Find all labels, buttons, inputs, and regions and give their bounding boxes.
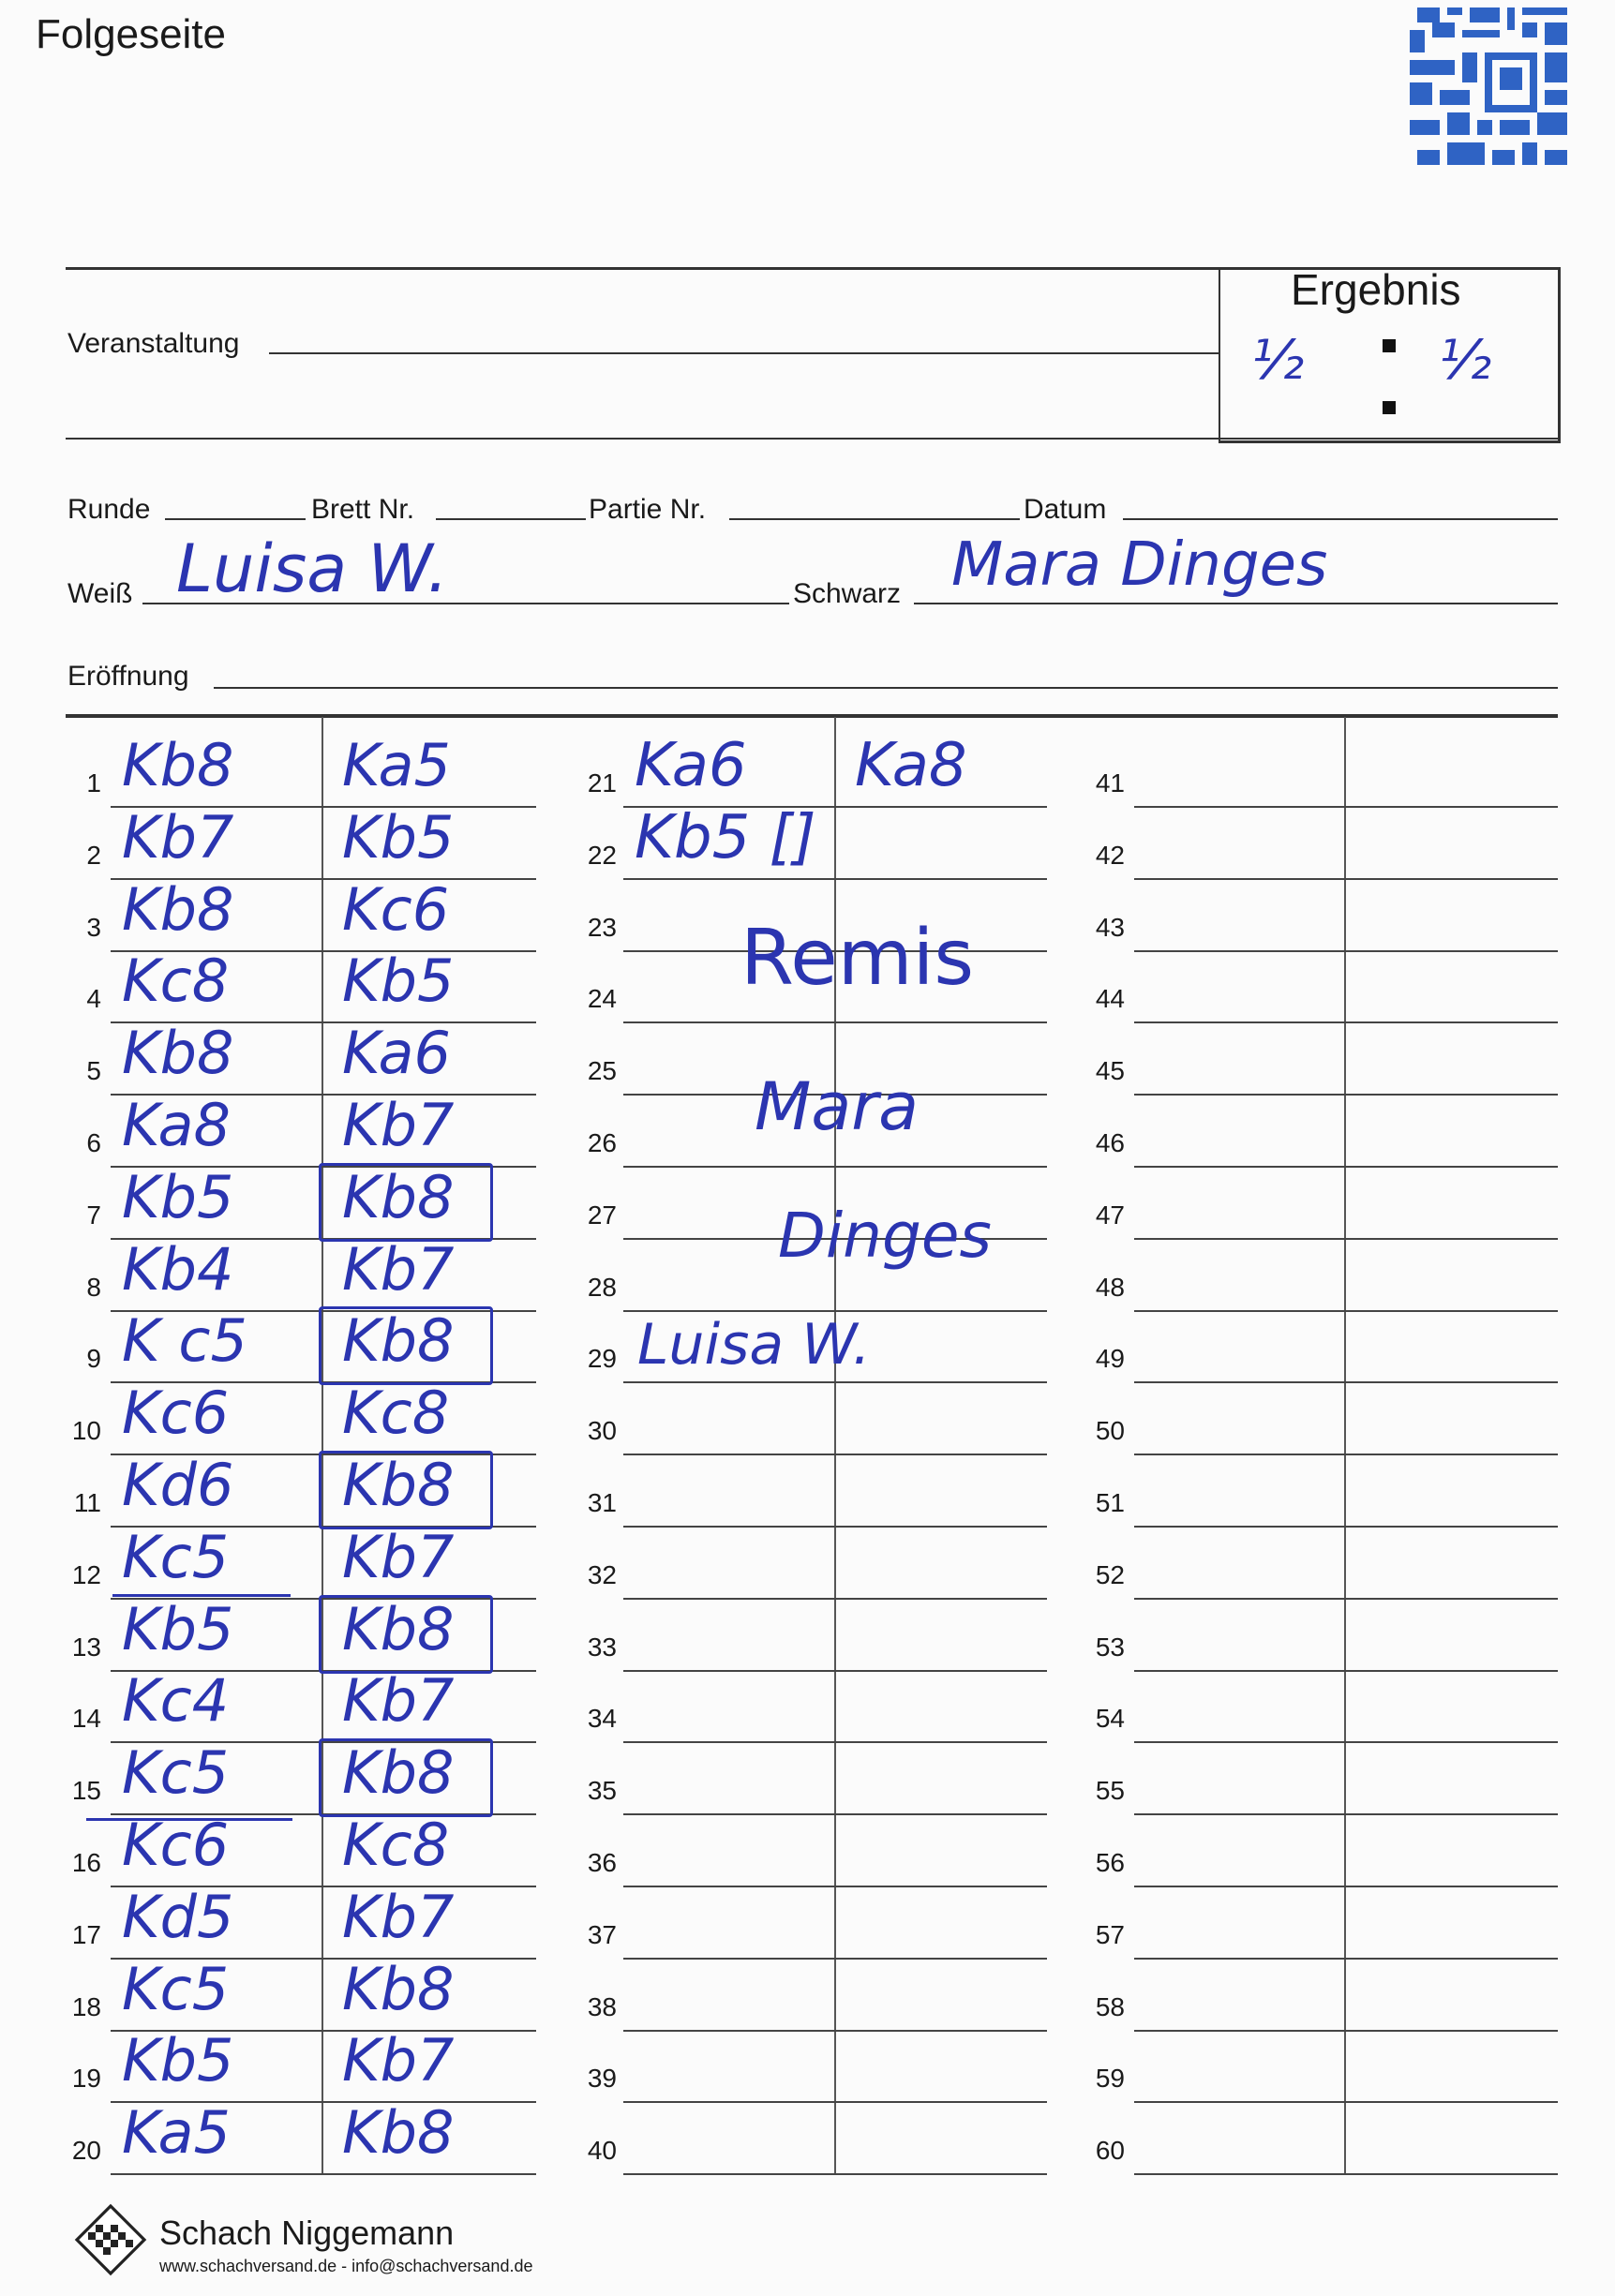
move-row-line <box>623 1454 1047 1455</box>
black-move: Kb7 <box>342 2026 455 2095</box>
move-row-line <box>1134 1166 1558 1168</box>
move-number: 53 <box>1095 1632 1125 1662</box>
black-move: Kb8 <box>342 1738 455 1808</box>
black-move: Kb8 <box>342 1594 455 1663</box>
move-number: 1 <box>86 768 101 798</box>
move-row-line <box>623 2030 1047 2032</box>
veranstaltung-line <box>269 352 1219 354</box>
move-row-line <box>1134 2101 1558 2103</box>
move-number: 10 <box>71 1416 101 1446</box>
move-number: 33 <box>587 1632 617 1662</box>
move-number: 48 <box>1095 1272 1125 1302</box>
move-highlight-box <box>319 1738 493 1817</box>
move-number: 47 <box>1095 1200 1125 1230</box>
schwarz-line <box>914 603 1558 604</box>
black-move: Kb7 <box>342 1522 455 1591</box>
black-move: Kb8 <box>342 2098 455 2168</box>
datum-line <box>1123 518 1558 520</box>
move-number: 45 <box>1095 1056 1125 1086</box>
move-number: 2 <box>86 840 101 870</box>
column-separator <box>322 717 323 2173</box>
partie-label: Partie Nr. <box>589 494 707 525</box>
white-move: Kc5 <box>122 1738 230 1808</box>
move-row-line <box>1134 2173 1558 2175</box>
move-number: 24 <box>587 984 617 1014</box>
move-number: 35 <box>587 1776 617 1806</box>
move-number: 14 <box>71 1704 101 1734</box>
move-row-line <box>1134 1886 1558 1887</box>
white-move: Kb5 <box>122 2026 234 2095</box>
black-move: Kc8 <box>342 1811 450 1879</box>
move-row-line <box>623 1526 1047 1528</box>
white-move: Kb7 <box>122 802 234 872</box>
partie-line <box>729 518 1020 520</box>
eroeffnung-line <box>214 687 1558 689</box>
black-move: Kb7 <box>342 1666 455 1736</box>
move-number: 57 <box>1095 1919 1125 1949</box>
white-move: Kc6 <box>122 1379 230 1448</box>
move-number: 30 <box>587 1416 617 1446</box>
footer-contact: www.schachversand.de - info@schachversand.de <box>159 2257 533 2275</box>
black-move: Kb5 <box>342 947 455 1016</box>
move-number: 19 <box>71 2064 101 2094</box>
move-ink-underline <box>112 1594 291 1597</box>
move-number: 16 <box>71 1848 101 1877</box>
move-number: 32 <box>587 1559 617 1589</box>
move-highlight-box <box>319 1451 493 1529</box>
black-move: Kb8 <box>342 1306 455 1376</box>
move-row-line <box>623 1021 1047 1023</box>
move-row-line <box>623 1741 1047 1743</box>
white-move: Ka5 <box>122 2098 231 2168</box>
weiss-name: Luisa W. <box>176 530 449 607</box>
schwarz-label: Schwarz <box>793 578 902 609</box>
result-word: Remis <box>740 914 975 1003</box>
move-number: 8 <box>86 1272 101 1302</box>
eroeffnung-label: Eröffnung <box>67 661 189 692</box>
move-number: 13 <box>71 1632 101 1662</box>
black-move: Kb7 <box>342 1091 455 1159</box>
black-move: Kb8 <box>342 1162 455 1231</box>
move-number: 42 <box>1095 840 1125 870</box>
move-row-line <box>1134 1381 1558 1383</box>
move-number: 55 <box>1095 1776 1125 1806</box>
move-number: 60 <box>1095 2136 1125 2166</box>
move-number: 39 <box>587 2064 617 2094</box>
white-move: Kb8 <box>122 1019 234 1088</box>
runde-line <box>165 518 306 520</box>
move-row-line <box>623 2101 1047 2103</box>
move-number: 59 <box>1095 2064 1125 2094</box>
white-move: Kb5 <box>122 1594 234 1663</box>
white-move: Kb4 <box>122 1234 234 1304</box>
chess-board-logo-icon <box>73 2202 148 2277</box>
white-move: Kc8 <box>122 947 230 1016</box>
page-title: Folgeseite <box>36 11 227 57</box>
black-move: Kb5 <box>342 802 455 872</box>
move-number: 44 <box>1095 984 1125 1014</box>
move-number: 38 <box>587 1991 617 2021</box>
white-move: Kc4 <box>122 1666 230 1736</box>
move-number: 12 <box>71 1559 101 1589</box>
white-move: Kc5 <box>122 1954 230 2023</box>
move-row-line <box>1134 950 1558 952</box>
move-number: 3 <box>86 912 101 942</box>
signature-black-first: Mara <box>755 1068 919 1145</box>
signature-black-last: Dinges <box>778 1200 992 1272</box>
move-row-line <box>1134 1094 1558 1096</box>
white-move: Kb5 [] <box>635 802 816 872</box>
move-row-line <box>1134 1741 1558 1743</box>
move-number: 11 <box>73 1488 101 1517</box>
move-row-line <box>1134 806 1558 808</box>
move-row-line <box>111 2173 536 2175</box>
move-row-line <box>623 1381 1047 1383</box>
move-row-line <box>623 1166 1047 1168</box>
move-row-line <box>1134 1526 1558 1528</box>
white-move: Kc5 <box>122 1522 230 1591</box>
ergebnis-label: Ergebnis <box>1291 265 1461 314</box>
move-number: 21 <box>587 768 617 798</box>
move-number: 26 <box>587 1128 617 1157</box>
move-number: 27 <box>587 1200 617 1230</box>
move-number: 5 <box>86 1056 101 1086</box>
white-move: Kd5 <box>122 1882 234 1951</box>
move-number: 54 <box>1095 1704 1125 1734</box>
move-number: 6 <box>86 1128 101 1157</box>
move-number: 37 <box>587 1919 617 1949</box>
schwarz-name: Mara Dinges <box>951 530 1328 600</box>
black-move: Ka5 <box>342 731 451 799</box>
move-row-line <box>1134 878 1558 880</box>
move-row-line <box>1134 1958 1558 1960</box>
brett-label: Brett Nr. <box>311 494 415 525</box>
move-row-line <box>1134 1238 1558 1240</box>
move-number: 31 <box>587 1488 617 1517</box>
move-number: 56 <box>1095 1848 1125 1877</box>
move-row-line <box>623 1958 1047 1960</box>
move-highlight-box <box>319 1306 493 1385</box>
moves-top-rule <box>66 714 1558 718</box>
white-move: K c5 <box>122 1306 247 1376</box>
white-move: Kb8 <box>122 874 234 944</box>
weiss-label: Weiß <box>67 578 133 609</box>
move-row-line <box>623 2173 1047 2175</box>
result-separator-top <box>1383 339 1396 352</box>
black-move: Kb8 <box>342 1954 455 2023</box>
footer-brand: Schach Niggemann <box>159 2214 455 2252</box>
black-move: Kb7 <box>342 1882 455 1951</box>
move-number: 29 <box>587 1344 617 1374</box>
move-number: 52 <box>1095 1559 1125 1589</box>
move-number: 20 <box>71 2136 101 2166</box>
datum-label: Datum <box>1024 494 1107 525</box>
move-number: 22 <box>587 840 617 870</box>
move-number: 36 <box>587 1848 617 1877</box>
move-number: 7 <box>86 1200 101 1230</box>
white-move: Kd6 <box>122 1451 234 1519</box>
move-row-line <box>1134 2030 1558 2032</box>
move-number: 15 <box>71 1776 101 1806</box>
move-number: 40 <box>587 2136 617 2166</box>
move-row-line <box>1134 1813 1558 1815</box>
move-number: 9 <box>86 1344 101 1374</box>
column-separator <box>1344 717 1346 2173</box>
move-row-line <box>1134 1670 1558 1672</box>
veranstaltung-label: Veranstaltung <box>67 328 240 359</box>
move-row-line <box>1134 1021 1558 1023</box>
move-number: 34 <box>587 1704 617 1734</box>
move-row-line <box>623 1886 1047 1887</box>
move-number: 50 <box>1095 1416 1125 1446</box>
move-number: 4 <box>86 984 101 1014</box>
move-row-line <box>623 1598 1047 1600</box>
black-move: Kb8 <box>342 1451 455 1519</box>
move-ink-underline <box>86 1818 292 1821</box>
move-number: 58 <box>1095 1991 1125 2021</box>
white-move: Ka8 <box>122 1091 231 1159</box>
move-number: 18 <box>71 1991 101 2021</box>
black-move: Kc8 <box>342 1379 450 1448</box>
qr-code <box>1410 7 1575 172</box>
black-move: Kc6 <box>342 874 450 944</box>
black-move: Ka8 <box>855 731 967 800</box>
black-move: Kb7 <box>342 1234 455 1304</box>
move-number: 17 <box>71 1919 101 1949</box>
white-move: Kc6 <box>122 1811 230 1879</box>
move-row-line <box>623 1670 1047 1672</box>
move-number: 41 <box>1095 768 1125 798</box>
signature-white: Luisa W. <box>637 1312 871 1378</box>
move-row-line <box>623 1813 1047 1815</box>
move-number: 46 <box>1095 1128 1125 1157</box>
move-number: 43 <box>1095 912 1125 942</box>
move-row-line <box>1134 1598 1558 1600</box>
result-separator-bottom <box>1383 401 1396 414</box>
move-highlight-box <box>319 1163 493 1242</box>
move-number: 23 <box>587 912 617 942</box>
white-move: Kb8 <box>122 731 234 799</box>
move-number: 28 <box>587 1272 617 1302</box>
move-row-line <box>1134 1454 1558 1455</box>
move-row-line <box>1134 1310 1558 1312</box>
move-number: 25 <box>587 1056 617 1086</box>
move-number: 49 <box>1095 1344 1125 1374</box>
white-move: Kb5 <box>122 1162 234 1231</box>
result-black: ½ <box>1439 328 1492 392</box>
move-row-line <box>623 878 1047 880</box>
runde-label: Runde <box>67 494 151 525</box>
white-move: Ka6 <box>635 731 747 800</box>
move-number: 51 <box>1095 1488 1125 1517</box>
brett-line <box>436 518 586 520</box>
result-white: ½ <box>1251 328 1305 392</box>
black-move: Ka6 <box>342 1019 451 1088</box>
move-highlight-box <box>319 1595 493 1674</box>
